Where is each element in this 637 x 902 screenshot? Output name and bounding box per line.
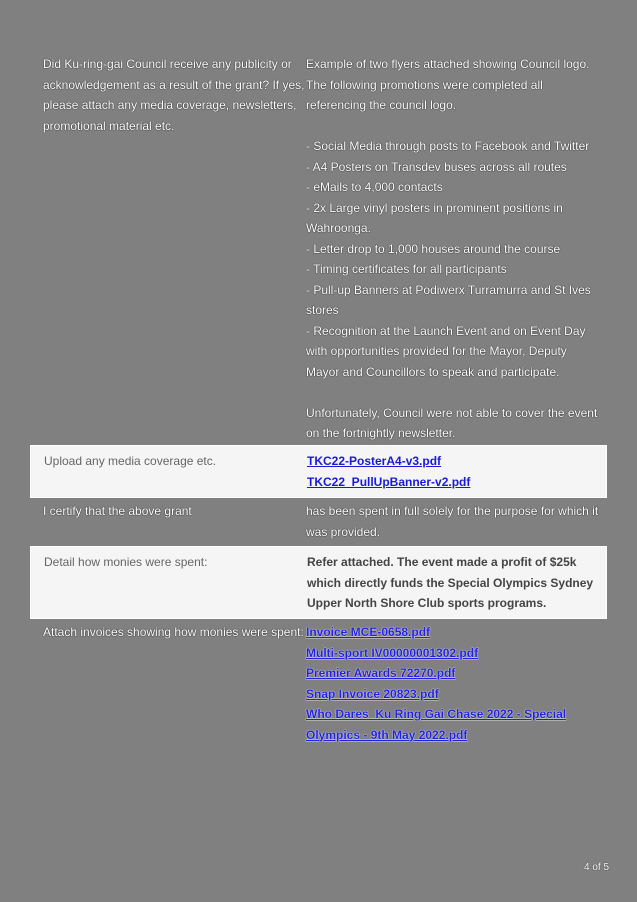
media-upload-row	[30, 445, 607, 498]
monies-spent-answer: Refer attached. The event made a profit of $25k which directly funds the Special Olympics Sydney Upper North Shore Club sports programs.	[307, 555, 594, 610]
certify-answer: has been spent in full solely for the purpose for which it was provided.	[306, 504, 599, 539]
file-link-invoice-who-dares[interactable]: Who Dares_Ku Ring Gai Chase 2022 - Special Olympics - 9th May 2022.pdf	[306, 707, 567, 742]
promotion-item: - Recognition at the Launch Event and on Event Day with opportunities provided for the Mayor, Deputy Mayor and Councillors to speak and participate.	[306, 323, 586, 379]
publicity-answer-outro: Unfortunately, Council were not able to cover the event on the fortnightly newsletter.	[306, 405, 598, 440]
promotion-item: - 2x Large vinyl posters in prominent positions in Wahroonga.	[306, 200, 563, 235]
media-upload-files	[307, 451, 606, 497]
publicity-answer-intro: Example of two flyers attached showing Council logo. The following promotions were completed all referencing the council logo.	[306, 57, 590, 112]
page-number: 4 of 5	[584, 862, 610, 873]
file-link-invoice-multisport[interactable]: Multi-sport IV00000001302.pdf	[306, 645, 479, 660]
media-upload-question: Upload any media coverage etc.	[44, 454, 217, 468]
promotion-item: - eMails to 4,000 contacts	[306, 180, 443, 194]
certify-question: I certify that the above grant	[43, 504, 192, 518]
spacer	[306, 382, 603, 403]
file-link-invoice-snap[interactable]: Snap Invoice 20823.pdf	[306, 686, 439, 701]
promotion-item: - Social Media through posts to Facebook and Twitter	[306, 139, 590, 153]
invoices-question: Attach invoices showing how monies were spent:	[43, 625, 304, 639]
file-link-banner[interactable]: TKC22_PullUpBanner-v2.pdf	[307, 474, 471, 489]
invoices-row	[30, 622, 607, 745]
monies-spent-row	[30, 546, 607, 619]
monies-spent-question: Detail how monies were spent:	[44, 555, 208, 569]
publicity-row	[30, 54, 607, 444]
spacer	[306, 116, 603, 137]
promotion-item: - A4 Posters on Transdev buses across all routes	[306, 159, 567, 174]
promotion-item: - Letter drop to 1,000 houses around the course	[306, 241, 561, 256]
file-link-invoice-mce[interactable]: Invoice MCE-0658.pdf	[306, 625, 431, 639]
publicity-question: Did Ku-ring-gai Council receive any publicity or acknowledgement as a result of the grant? If yes, please attach any media coverage, newsletters, promotional material etc.	[43, 57, 305, 133]
certify-row	[30, 501, 607, 542]
promotion-item: - Timing certificates for all participants	[306, 262, 507, 276]
publicity-answer	[306, 54, 607, 444]
invoice-files	[306, 622, 607, 745]
file-link-poster[interactable]: TKC22-PosterA4-v3.pdf	[307, 454, 442, 468]
promotion-item: - Pull-up Banners at Podiwerx Turramurra and St Ives stores	[306, 282, 591, 317]
file-link-invoice-premier-awards[interactable]: Premier Awards 72270.pdf	[306, 666, 456, 680]
